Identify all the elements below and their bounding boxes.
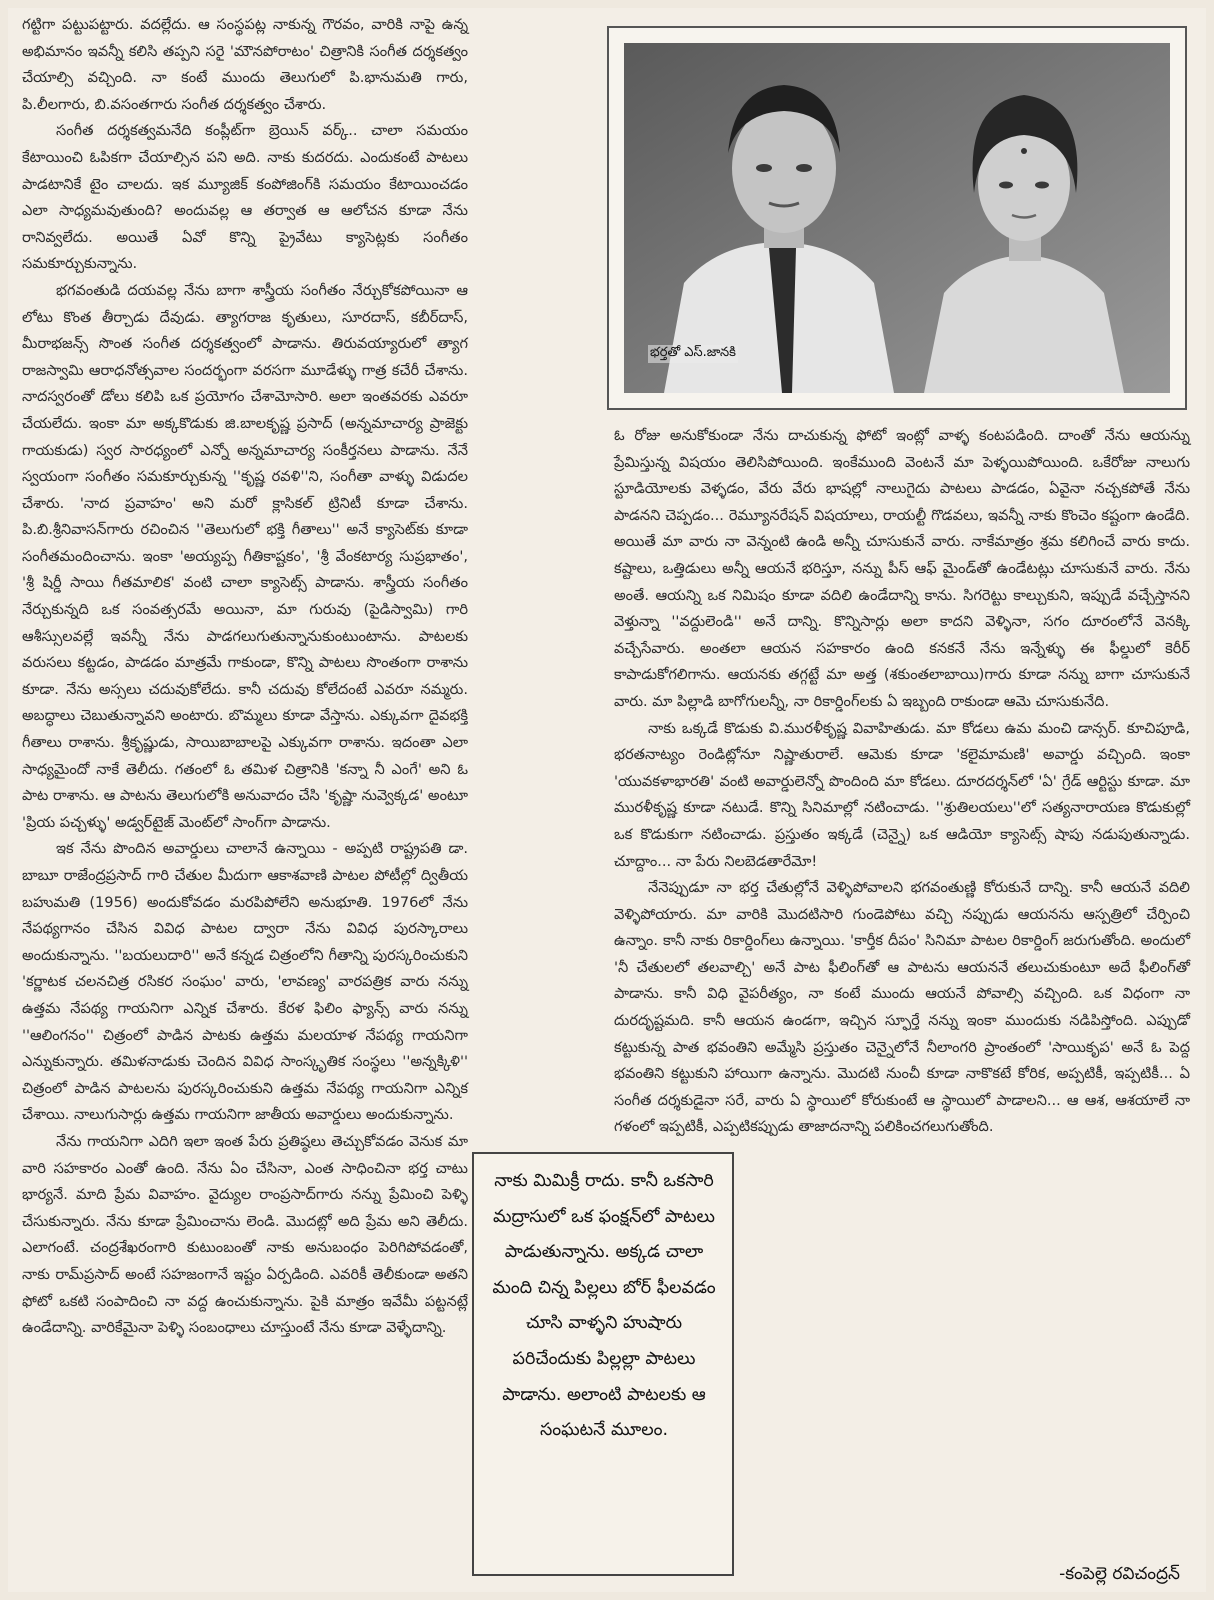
paragraph: సంగీత దర్శకత్వమనేది కంప్లీట్‌గా బ్రెయిన్ వర్క్.. చాలా సమయం కేటాయించి ఓపికగా చేయాల్సిన పని అది. నాకు కుదరదు. ఎందుకంటే పాటలు పాడటానికే టైం చాలదు. ఇక మ్యూజిక్ కంపోజింగ్‌కి సమయం కేటాయించడం ఎలా సాధ్యమవుతుంది? అందువల్ల ఆ తర్వాత ఆ ఆలోచన కూడా నేను రానివ్వలేదు. అయితే ఏవో కొన్ని ప్రైవేటు క్యాసెట్లకు సంగీతం సమకూర్చుకున్నాను.: [22, 122, 468, 273]
pull-quote-text: నాకు మిమిక్రీ రాదు. కానీ ఒకసారి మద్రాసులో ఒక ఫంక్షన్‌లో పాటలు పాడుతున్నాను. అక్కడ చాలా మంది చిన్న పిల్లలు బోర్ ఫీలవడం చూసి వాళ్ళని హుషారు పరిచేందుకు పిల్లల్లా పాటలు పాడాను. అలాంటి పాటలకు ఆ సంఘటనే మూలం.: [492, 1171, 716, 1441]
paragraph: నేనెప్పుడూ నా భర్త చేతుల్లోనే వెళ్ళిపోవాలని భగవంతుణ్ణి కోరుకునే దాన్ని. కానీ ఆయనే వదిలి వెళ్ళిపోయారు. మా వారికి మొదటిసారి గుండెపోటు వచ్చి నప్పుడు ఆయనను ఆస్పత్రిలో చేర్పించి ఉన్నాం. కానీ నాకు రికార్డింగ్‌లు ఉన్నాయి. 'కార్తీక దీపం' సినిమా పాటల రికార్డింగ్ జరుగుతోంది. అందులో 'నీ చేతులలో తలవాల్చి' అనే పాట ఫీలింగ్‌తో ఆ పాటను ఆయననే తలుచుకుంటూ అదే ఫీలింగ్‌తో పాడాను. కానీ విధి వైపరీత్యం, నా కంటే ముందు ఆయనే పోవాల్సి వచ్చింది. ఒక విధంగా నా దురదృష్టమది. కానీ ఆయన ఉండగా, ఇచ్చిన స్ఫూర్తే నన్ను ఇంకా ముందుకు నడిపిస్తోంది. ఎప్పుడో కట్టుకున్న పాత భవంతిని అమ్మేసి ప్రస్తుతం చెన్నైలోనే నీలాంగరి ప్రాంతంలో 'సాయికృప' అనే ఓ పెద్ద భవంతిని కట్టుకుని హాయిగా ఉన్నాను. మొదటి నుంచీ కూడా నాకొకటే కోరిక, అప్పటికీ, ఇప్పటికీ... ఏ సంగీత దర్శకుడైనా సరే, వారు ఏ స్థాయిలో కోరుకుంటే ఆ స్థాయిలో పాడాలని... ఆ ఆశ, ఆశయాలే నా గళంలో ఇప్పటికీ, ఎప్పటికప్పుడు తాజాదనాన్ని పలికించగలుగుతోంది.: [614, 879, 1190, 1136]
paragraph: నాకు ఒక్కడే కొడుకు వి.మురళీకృష్ణ వివాహితుడు. మా కోడలు ఉమ మంచి డాన్సర్. కూచిపూడి, భరతనాట్యం రెండిట్లోనూ నిష్ణాతురాలే. ఆమెకు కూడా 'కలైమామణి' అవార్డు వచ్చింది. ఇంకా 'యువకళాభారతి' వంటి అవార్డులెన్నో పొందింది మా కోడలు. దూరదర్శన్‌లో 'ఏ' గ్రేడ్ ఆర్టిస్టు కూడా. మా మురళీకృష్ణ కూడా నటుడే. కొన్ని సినిమాల్లో నటించాడు. ''శ్రుతిలయలు''లో సత్యనారాయణ కొడుకుల్లో ఒక కొడుకుగా నటించాడు. ప్రస్తుతం ఇక్కడే (చెన్నై) ఒక ఆడియో క్యాసెట్స్ షాపు నడుపుతున్నాడు. చూద్దాం... నా పేరు నిలబెడతారేమో!: [614, 719, 1190, 870]
newspaper-page: [8, 8, 1206, 1592]
author-byline: -కంపెల్లె రవిచంద్రన్: [1059, 1564, 1180, 1584]
paragraph: ఇక నేను పొందిన అవార్డులు చాలానే ఉన్నాయి - అప్పటి రాష్ట్రపతి డా. బాబూ రాజేంద్రప్రసాద్ గారి చేతుల మీదుగా ఆకాశవాణి పాటల పోటీల్లో ద్వితీయ బహుమతి (1956) అందుకోవడం మరపిపోలేని అనుభూతి. 1976లో నేను నేపథ్యగానం చేసిన వివిధ పాటల ద్వారా నేను వివిధ పురస్కారాలు అందుకున్నాను. ''బయలుదారి'' అనే కన్నడ చిత్రంలోని గీతాన్ని పురస్కరించుకుని 'కర్ణాటక చలనచిత్ర రసికర సంఘం' వారు, 'లావణ్య' వారపత్రిక వారు నన్ను ఉత్తమ నేపథ్య గాయనిగా ఎన్నిక చేశారు. కేరళ ఫిలిం ఫ్యాన్స్ వారు నన్ను ''ఆలింగనం'' చిత్రంలో పాడిన పాటకు ఉత్తమ మలయాళ నేపథ్య గాయనిగా ఎన్నుకున్నారు. తమిళనాడుకు చెందిన వివిధ సాంస్కృతిక సంస్థలు ''అన్నక్కిళి'' చిత్రంలో పాడిన పాటలను పురస్కరించుకుని ఉత్తమ నేపథ్య గాయనిగా ఎన్నిక చేశాయి. నాలుగుసార్లు ఉత్తమ గాయనిగా జాతీయ అవార్డులు అందుకున్నాను.: [22, 840, 468, 1124]
article-left-column: [22, 12, 468, 1342]
paragraph: ఓ రోజు అనుకోకుండా నేను దాచుకున్న ఫోటో ఇంట్లో వాళ్ళ కంటపడింది. దాంతో నేను ఆయన్ను ప్రేమిస్తున్న విషయం తెలిసిపోయింది. ఇంకేముంది వెంటనే మా పెళ్ళయిపోయింది. ఒకేరోజు నాలుగు స్టూడియోలకు వెళ్ళడం, వేరు వేరు భాషల్లో నాలుగైదు పాటలు పాడడం, ఏవైనా నచ్చకపోతే నేను పాడనని చెప్పడం... రెమ్యూనరేషన్ విషయాలు, రాయల్టీ గొడవలు, ఇవన్నీ నాకు కొంచెం కష్టంగా ఉండేది. అయితే మా వారు నా వెన్నంటి ఉండి అన్నీ చూసుకునే వారు. నాకేమాత్రం శ్రమ కలిగించే వారు కాదు. కష్టాలు, ఒత్తిడులు అన్నీ ఆయనే భరిస్తూ, నన్ను పీస్ ఆఫ్ మైండ్‌తో ఉండేటట్లు చూసుకునే వారు. నేను అంతే. ఆయన్ని ఒక నిమిషం కూడా వదిలి ఉండేదాన్ని కాను. సిగరెట్టు కాల్చుకుని, ఇప్పుడే వచ్చేస్తానని వెళ్తున్నా ''వద్దులెండి'' అనే దాన్ని. కొన్నిసార్లు అలా కాదని వెళ్ళినా, సగం దూరంలోనే వెనక్కి వచ్చేసేవారు. అంతలా ఆయన సహకారం ఉంది కనకనే నేను ఇన్నేళ్ళు ఈ ఫీల్డులో కెరీర్ కాపాడుకోగలిగాను. ఆయనకు తగ్గట్టే మా అత్త (శకుంతలాబాయి)గారు కూడా నన్ను బాగా చూసుకునే వారు. మా పిల్లాడి బాగోగులన్నీ, నా రికార్డింగ్‌లకు ఏ ఇబ్బంది రాకుండా ఆమె చూసుకునేది.: [614, 427, 1190, 710]
article-right-column: [614, 423, 1190, 1141]
paragraph: భగవంతుడి దయవల్ల నేను బాగా శాస్త్రీయ సంగీతం నేర్చుకోకపోయినా ఆ లోటు కొంత తీర్చాడు దేవుడు. త్యాగరాజ కృతులు, సూరదాస్, కబీర్‌దాస్, మీరాభజన్స్ సొంత సంగీత దర్శకత్వంలో పాడాను. తిరువయ్యారులో త్యాగ రాజస్వామి ఆరాధనోత్సవాల సందర్భంగా వరసగా మూడేళ్ళు గాత్ర కచేరీ చేశాను. నాదస్వరంతో డోలు కలిపి ఒక ప్రయోగం చేశామోసారి. అలా ఇంతవరకు ఎవరూ చేయలేదు. ఇంకా మా అక్కకొడుకు జి.బాలకృష్ణ ప్రసాద్ (అన్నమాచార్య ప్రాజెక్టు గాయకుడు) స్వర సారధ్యంలో ఎన్నో అన్నమాచార్య సంకీర్తనలు పాడాను. నేనే స్వయంగా సంగీతం సమకూర్చుకున్న ''కృష్ణ రవళి''ని, సంగీతా వాళ్ళు విడుదల చేశారు. 'నాద ప్రవాహం' అని మరో క్లాసికల్ ట్రినిటీ కూడా చేశాను. పి.బి.శ్రీనివాసన్‌గారు రచించిన ''తెలుగులో భక్తి గీతాలు'' అనే క్యాసెట్‌కు కూడా సంగీతమందించాను. ఇంకా 'అయ్యప్ప గీతికాష్టకం', 'శ్రీ వేంకటార్య సుప్రభాతం', 'శ్రీ షిర్డీ సాయి గీతమాలిక' వంటి చాలా క్యాసెట్స్ పాడాను. శాస్త్రీయ సంగీతం నేర్చుకున్నది ఒక సంవత్సరమే అయినా, మా గురువు (పైడిస్వామి) గారి ఆశీస్సులవల్లే ఇవన్నీ నేను పాడగలుగుతున్నానుకుంటుంటాను. పాటలకు వరుసలు కట్టడం, పాడడం మాత్రమే గాకుండా, కొన్ని పాటలు సొంతంగా రాశాను కూడా. నేను అస్సలు చదువుకోలేదు. కానీ చదువు కోలేదంటే ఎవరూ నమ్మరు. అబద్ధాలు చెబుతున్నావని అంటారు. బొమ్మలు కూడా వేస్తాను. ఎక్కువగా దైవభక్తి గీతాలు రాశాను. శ్రీకృష్ణుడు, సాయిబాబాలపై ఎక్కువగా రాశాను. ఇదంతా ఎలా సాధ్యమైందో నాకే తెలీదు. గతంలో ఓ తమిళ చిత్రానికి 'కన్నా నీ ఎంగే' అని ఓ పాట రాశాను. ఆ పాటను తెలుగులోకి అనువాదం చేసి 'కృష్ణా నువ్వెక్కడ' అంటూ 'ప్రియ పచ్చళ్ళు' అడ్వర్‌టైజ్ మెంట్‌లో సాంగ్‌గా పాడాను.: [22, 281, 468, 831]
photo-caption: భర్తతో ఎస్.జానకి: [648, 345, 738, 363]
couple-photo-image: [624, 43, 1170, 393]
photo-frame: [607, 26, 1187, 410]
paragraph: గట్టిగా పట్టుపట్టారు. వదల్లేదు. ఆ సంస్థపట్ల నాకున్న గౌరవం, వారికి నాపై ఉన్న అభిమానం ఇవన్నీ కలిసి తప్పని సరై 'మౌనపోరాటం' చిత్రానికి సంగీత దర్శకత్వం చేయాల్సి వచ్చింది. నా కంటే ముందు తెలుగులో పి.భానుమతి గారు, పి.లీలగారు, బి.వసంతగారు సంగీత దర్శకత్వం చేశారు.: [22, 16, 468, 113]
pull-quote-box: [472, 1152, 734, 1576]
paragraph: నేను గాయనిగా ఎదిగి ఇలా ఇంత పేరు ప్రతిష్ఠలు తెచ్చుకోవడం వెనుక మా వారి సహకారం ఎంతో ఉంది. నేను ఏం చేసినా, ఎంత సాధించినా భర్త చాటు భార్యనే. మాది ప్రేమ వివాహం. వైద్యుల రాంప్రసాద్‌గారు నన్ను ప్రేమించి పెళ్ళి చేసుకున్నారు. నేను కూడా ప్రేమించాను లెండి. మొదట్లో అది ప్రేమ అని తెలీదు. ఎలాగంటే. చంద్రశేఖరంగారి కుటుంబంతో నాకు అనుబంధం పెరిగిపోవడంతో, నాకు రామ్‌ప్రసాద్ అంటే సహజంగానే ఇష్టం ఏర్పడింది. ఎవరికీ తెలీకుండా అతని ఫోటో ఒకటి సంపాదించి నా వద్ద ఉంచుకున్నాను. పైకి మాత్రం ఇవేమీ పట్టనట్లే ఉండేదాన్ని. వారికేమైనా పెళ్ళి సంబంధాలు చూస్తుంటే నేను కూడా వెళ్ళేదాన్ని.: [22, 1132, 468, 1337]
couple-photo: [624, 43, 1170, 393]
